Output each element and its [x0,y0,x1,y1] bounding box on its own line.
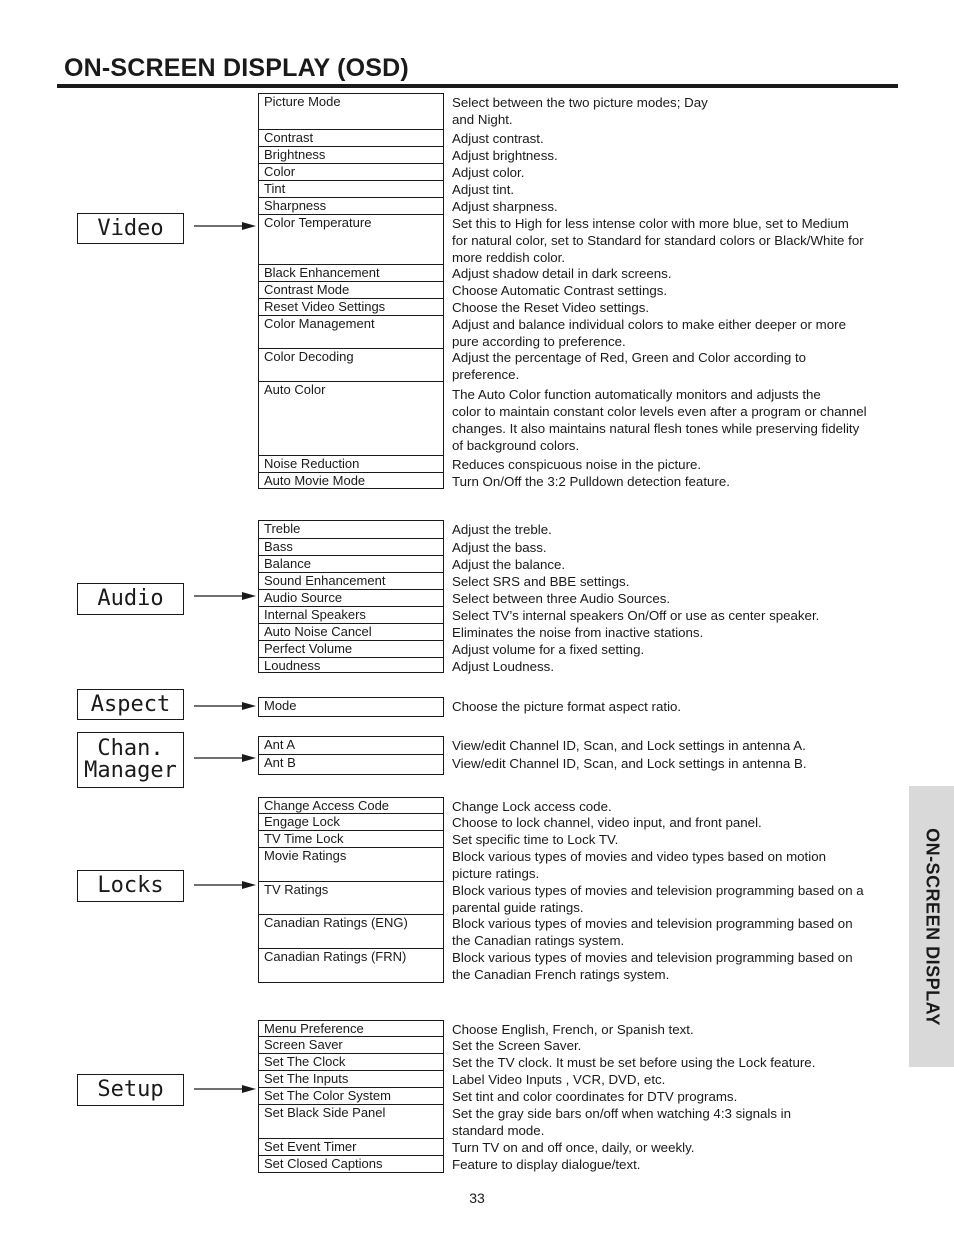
item-description: The Auto Color function automatically monitors and adjusts the color to maintain constant color levels even after a program or channel changes. It also maintains natural flesh tones while preserving fidelity of background colors. [452,387,867,453]
item-description: Block various types of movies and television programming based on the Canadian French ratings system. [452,950,853,982]
menu-item: Mode [258,697,444,717]
menu-aspect: Aspect [77,689,184,720]
item-description: Block various types of movies and television programming based on a parental guide ratings. [452,883,864,915]
page-title: ON-SCREEN DISPLAY (OSD) [64,54,409,82]
item-description: Select between the two picture modes; Day and Night. [452,95,708,127]
menu-item: Ant B [258,754,444,775]
arrow-right-icon [194,220,256,232]
item-description: Feature to display dialogue/text. [452,1157,641,1172]
menu-video: Video [77,213,184,244]
item-description: Choose English, French, or Spanish text. [452,1022,694,1037]
menu-item: Treble [258,520,444,539]
menu-chan-manager: Chan. Manager [77,732,184,788]
menu-item: Sound Enhancement [258,572,444,590]
arrow-right-icon [194,752,256,764]
item-description: View/edit Channel ID, Scan, and Lock settings in antenna B. [452,756,807,771]
title-rule [57,84,898,88]
menu-item: Reset Video Settings [258,298,444,316]
menu-item: Set Closed Captions [258,1155,444,1173]
item-description: Block various types of movies and video types based on motion picture ratings. [452,849,826,881]
item-description: Adjust Loudness. [452,659,555,674]
item-description: Set the gray side bars on/off when watching 4:3 signals in standard mode. [452,1106,792,1138]
item-description: Turn On/Off the 3:2 Pulldown detection feature. [452,474,730,489]
menu-item: Canadian Ratings (FRN) [258,948,444,983]
menu-item: Color Management [258,315,444,349]
menu-item: Tint [258,180,444,198]
menu-item: Perfect Volume [258,640,444,658]
menu-item: Movie Ratings [258,847,444,882]
menu-item: Black Enhancement [258,264,444,282]
menu-item: Contrast Mode [258,281,444,299]
menu-item: Balance [258,555,444,573]
side-tab [909,786,954,1067]
menu-item: Menu Preference [258,1020,444,1037]
item-description: Adjust and balance individual colors to make either deeper or more pure according to preference. [452,317,846,349]
menu-item: TV Time Lock [258,830,444,848]
menu-item: Color Temperature [258,214,444,265]
item-description: Choose the picture format aspect ratio. [452,699,682,714]
menu-item: Internal Speakers [258,606,444,624]
menu-item: TV Ratings [258,881,444,915]
arrow-right-icon [194,590,256,602]
arrow-right-icon [194,1083,256,1095]
item-description: Choose to lock channel, video input, and front panel. [452,815,762,830]
menu-item: Audio Source [258,589,444,607]
menu-item: Noise Reduction [258,455,444,473]
menu-item: Bass [258,538,444,556]
menu-item: Change Access Code [258,797,444,814]
menu-item: Auto Noise Cancel [258,623,444,641]
menu-item: Loudness [258,657,444,673]
item-description: Set this to High for less intense color with more blue, set to Medium for natural color, set to Standard for standard colors or Black/White for more reddish color. [452,216,864,265]
menu-item: Set The Color System [258,1087,444,1105]
item-description: Set the TV clock. It must be set before using the Lock feature. [452,1055,816,1070]
menu-item: Sharpness [258,197,444,215]
item-description: Select between three Audio Sources. [452,591,671,606]
arrow-right-icon [194,700,256,712]
item-description: Adjust color. [452,165,525,180]
menu-item: Canadian Ratings (ENG) [258,914,444,949]
arrow-right-icon [194,879,256,891]
item-description: Select TV’s internal speakers On/Off or use as center speaker. [452,608,820,623]
item-description: Adjust the bass. [452,540,547,555]
item-description: Block various types of movies and television programming based on the Canadian ratings system. [452,916,853,948]
item-description: View/edit Channel ID, Scan, and Lock settings in antenna A. [452,738,806,753]
menu-item: Set Black Side Panel [258,1104,444,1139]
item-description: Choose the Reset Video settings. [452,300,650,315]
item-description: Set the Screen Saver. [452,1038,582,1053]
menu-item: Screen Saver [258,1036,444,1054]
menu-item: Contrast [258,129,444,147]
menu-item: Color [258,163,444,181]
item-description: Adjust volume for a fixed setting. [452,642,645,657]
item-description: Reduces conspicuous noise in the picture. [452,457,702,472]
item-description: Adjust contrast. [452,131,544,146]
menu-item: Set The Inputs [258,1070,444,1088]
item-description: Change Lock access code. [452,799,612,814]
item-description: Adjust tint. [452,182,515,197]
item-description: Adjust the percentage of Red, Green and Color according to preference. [452,350,807,382]
menu-item: Auto Movie Mode [258,472,444,489]
menu-locks: Locks [77,870,184,902]
item-description: Eliminates the noise from inactive stations. [452,625,704,640]
item-description: Turn TV on and off once, daily, or weekly. [452,1140,695,1155]
item-description: Adjust the treble. [452,522,552,537]
item-description: Set specific time to Lock TV. [452,832,619,847]
item-description: Adjust shadow detail in dark screens. [452,266,672,281]
page-number: 33 [469,1190,485,1206]
item-description: Set tint and color coordinates for DTV programs. [452,1089,738,1104]
menu-item: Ant A [258,736,444,755]
item-description: Adjust brightness. [452,148,558,163]
menu-item: Engage Lock [258,813,444,831]
item-description: Choose Automatic Contrast settings. [452,283,668,298]
menu-item: Picture Mode [258,93,444,130]
menu-item: Color Decoding [258,348,444,382]
item-description: Adjust sharpness. [452,199,558,214]
item-description: Select SRS and BBE settings. [452,574,630,589]
menu-item: Auto Color [258,381,444,456]
menu-item: Set Event Timer [258,1138,444,1156]
menu-item: Set The Clock [258,1053,444,1071]
menu-setup: Setup [77,1074,184,1106]
menu-audio: Audio [77,583,184,615]
item-description: Label Video Inputs , VCR, DVD, etc. [452,1072,666,1087]
menu-item: Brightness [258,146,444,164]
side-tab-label: ON-SCREEN DISPLAY [922,827,942,1026]
item-description: Adjust the balance. [452,557,566,572]
